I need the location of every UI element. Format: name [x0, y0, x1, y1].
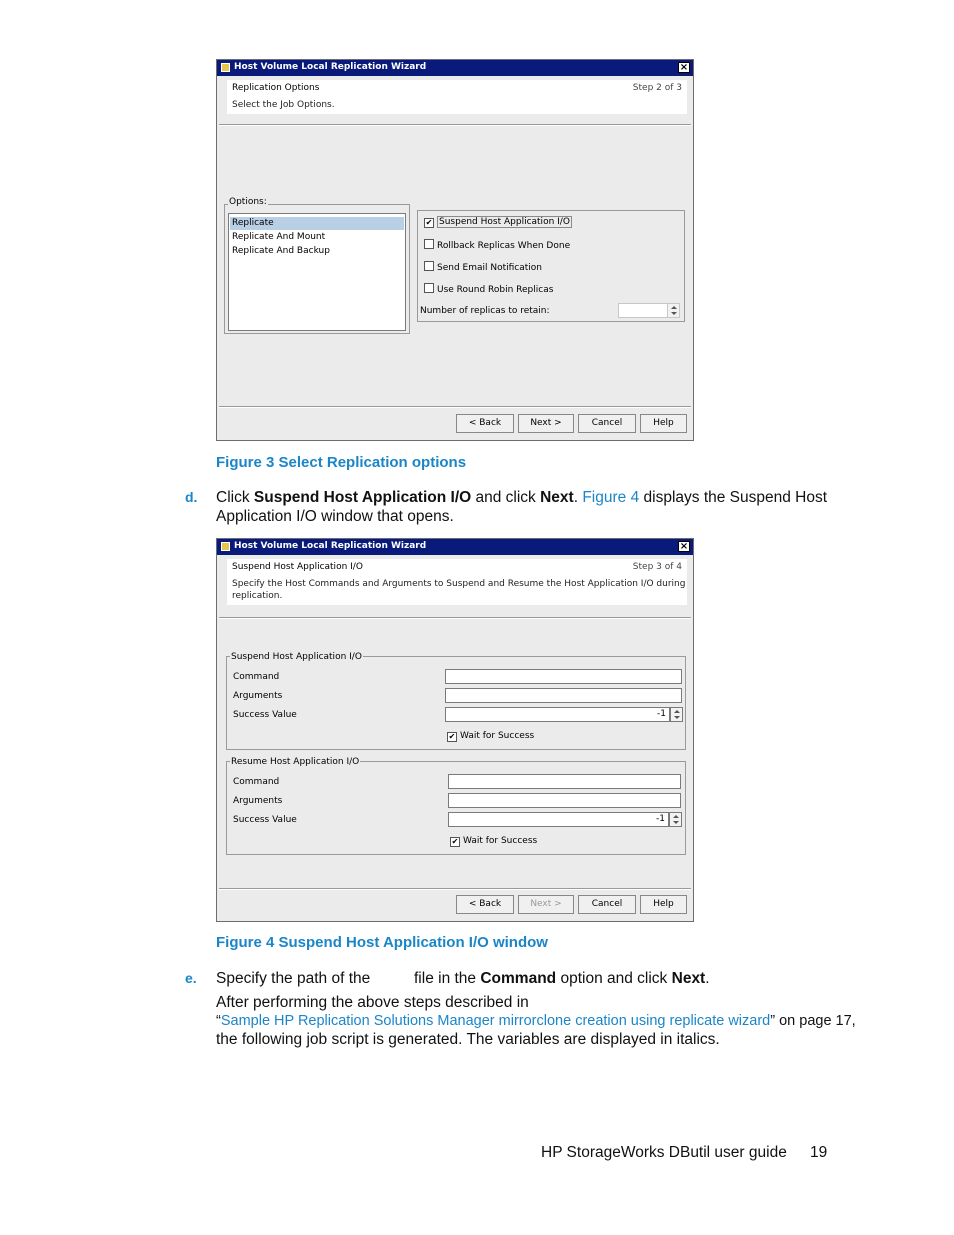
window-title: Host Volume Local Replication Wizard [234, 62, 427, 72]
resume-arguments-label: Arguments [233, 796, 283, 806]
header-step: Step 3 of 4 [632, 562, 682, 572]
options-group [224, 204, 410, 334]
header-step: Step 2 of 3 [632, 83, 682, 93]
guide-title: HP StorageWorks DButil user guide [541, 1144, 787, 1161]
checkbox-icon[interactable] [424, 283, 434, 293]
rollback-replicas-checkbox[interactable]: Rollback Replicas When Done [424, 239, 570, 252]
close-icon[interactable]: × [679, 541, 689, 552]
after-line-3: the following job script is generated. The variables are displayed in italics. [216, 1031, 720, 1048]
window-app-icon [221, 63, 230, 72]
cancel-button[interactable]: Cancel [578, 895, 636, 914]
figure-4-link[interactable]: Figure 4 [582, 489, 640, 506]
options-label: Options: [229, 197, 267, 207]
wizard-header [227, 559, 687, 605]
suspend-command-label: Command [233, 672, 280, 682]
resume-command-label: Command [233, 777, 280, 787]
resume-arguments-input[interactable] [448, 793, 681, 808]
resume-success-input[interactable]: -1 [448, 812, 669, 827]
resume-success-label: Success Value [233, 815, 297, 825]
window-titlebar[interactable] [217, 539, 693, 555]
suspend-command-input[interactable] [445, 669, 682, 684]
checkbox-icon[interactable]: ✔ [425, 218, 433, 227]
step-e-text-start: Specify the path of the [216, 970, 371, 987]
checkbox-icon[interactable]: ✔ [451, 837, 459, 846]
step-d-letter: d. [185, 489, 198, 505]
suspend-arguments-input[interactable] [445, 688, 682, 703]
suspend-io-checkbox[interactable]: ✔ Suspend Host Application I/O [425, 217, 570, 227]
next-button[interactable]: Next > [518, 414, 574, 433]
resume-io-group-label: Resume Host Application I/O [231, 757, 360, 767]
step-d-line-2: Application I/O window that opens. [216, 508, 454, 525]
suspend-io-window [216, 538, 694, 922]
header-divider [219, 124, 691, 126]
spinner-icon[interactable] [670, 707, 683, 722]
job-options-panel [417, 210, 685, 322]
spinner-icon[interactable] [667, 303, 680, 318]
round-robin-checkbox[interactable]: Use Round Robin Replicas [424, 283, 553, 296]
wizard-header [227, 80, 687, 114]
header-title: Suspend Host Application I/O [232, 562, 363, 572]
spinner-icon[interactable] [669, 812, 682, 827]
checkbox-icon[interactable] [424, 239, 434, 249]
window-app-icon [221, 542, 230, 551]
cancel-button[interactable]: Cancel [578, 414, 636, 433]
options-list[interactable] [228, 213, 406, 331]
suspend-arguments-label: Arguments [233, 691, 283, 701]
footer-divider [219, 888, 691, 890]
suspend-io-group [226, 656, 686, 750]
list-item-replicate-and-backup[interactable]: Replicate And Backup [232, 246, 330, 256]
suspend-success-label: Success Value [233, 710, 297, 720]
footer-divider [219, 406, 691, 408]
close-icon[interactable]: × [679, 62, 689, 73]
header-divider [219, 617, 691, 619]
after-line-1: After performing the above steps described in [216, 994, 529, 1011]
help-button[interactable]: Help [640, 414, 687, 433]
window-title: Host Volume Local Replication Wizard [234, 541, 427, 551]
help-button[interactable]: Help [640, 895, 687, 914]
suspend-success-input[interactable]: -1 [445, 707, 670, 722]
window-titlebar[interactable] [217, 60, 693, 76]
replicas-to-retain-field[interactable] [618, 303, 668, 318]
step-e-paragraph: file in the Command option and click Next. [414, 970, 710, 987]
header-title: Replication Options [232, 83, 320, 93]
header-subtitle: Specify the Host Commands and Arguments to Suspend and Resume the Host Application I/O during replication. [232, 579, 686, 601]
step-d-paragraph: Click Suspend Host Application I/O and click Next. Figure 4 displays the Suspend Host [216, 489, 828, 506]
figure-4-caption: Figure 4 Suspend Host Application I/O window [216, 934, 548, 951]
resume-io-group [226, 761, 686, 855]
suspend-io-group-label: Suspend Host Application I/O [231, 652, 362, 662]
sample-mirrorclone-link[interactable]: Sample HP Replication Solutions Manager mirrorclone creation using replicate wizard [220, 1013, 771, 1029]
back-button[interactable]: < Back [456, 414, 514, 433]
send-email-checkbox[interactable]: Send Email Notification [424, 261, 542, 274]
page-number: 19 [810, 1144, 828, 1161]
checkbox-icon[interactable]: ✔ [448, 732, 456, 741]
suspend-wait-checkbox[interactable]: ✔ Wait for Success [448, 731, 535, 741]
list-item-replicate[interactable]: Replicate [230, 217, 404, 230]
replication-options-window [216, 59, 694, 441]
resume-wait-checkbox[interactable]: ✔ Wait for Success [451, 836, 538, 846]
after-line-2: “Sample HP Replication Solutions Manager mirrorclone creation using replicate wizard” on page 17, [216, 1013, 856, 1029]
step-e-letter: e. [185, 970, 197, 986]
list-item-replicate-and-mount[interactable]: Replicate And Mount [232, 232, 326, 242]
replicas-to-retain-label: Number of replicas to retain: [420, 306, 550, 316]
checkbox-icon[interactable] [424, 261, 434, 271]
figure-3-caption: Figure 3 Select Replication options [216, 454, 467, 471]
resume-command-input[interactable] [448, 774, 681, 789]
back-button[interactable]: < Back [456, 895, 514, 914]
header-subtitle: Select the Job Options. [232, 100, 335, 110]
next-button: Next > [518, 895, 574, 914]
